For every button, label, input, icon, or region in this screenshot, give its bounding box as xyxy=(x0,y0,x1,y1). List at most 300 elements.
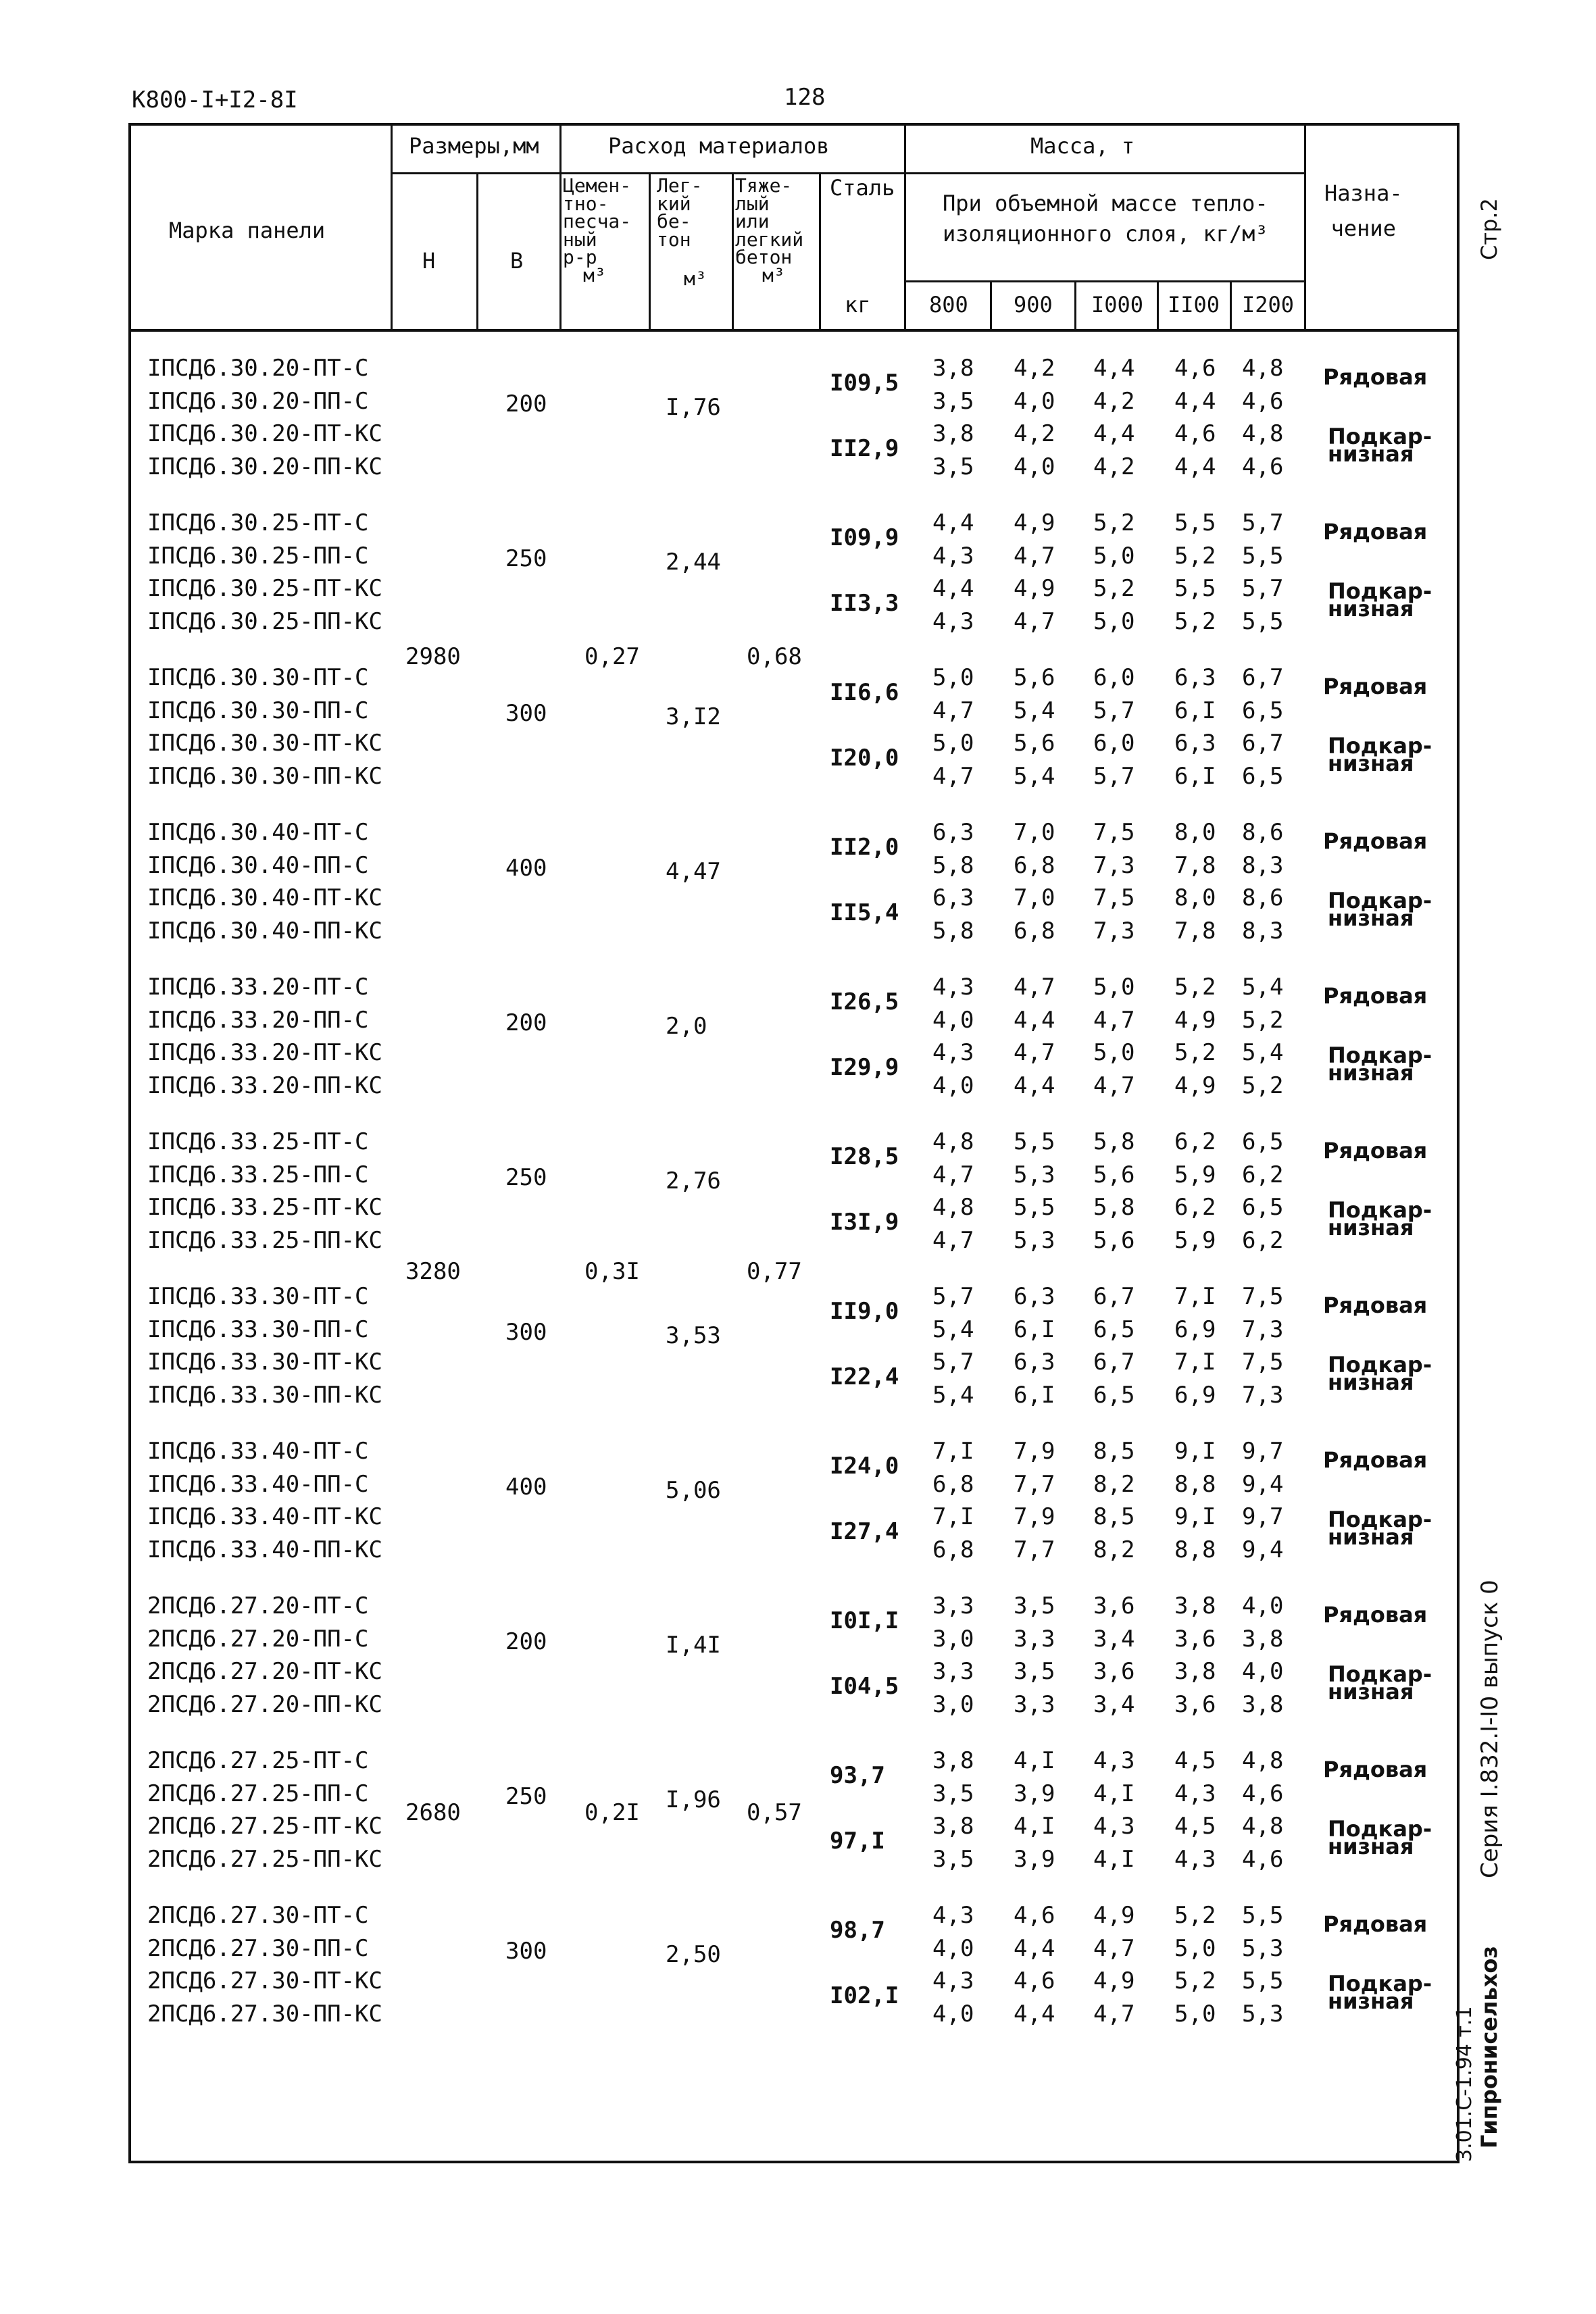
mass-value: 6,2 xyxy=(1174,1128,1216,1155)
panel-mark: IПСД6.30.30-ПТ-КС xyxy=(147,730,382,757)
mass-value: 4,0 xyxy=(1242,1592,1284,1619)
mass-value: 3,5 xyxy=(1014,1592,1055,1619)
mass-value: 5,2 xyxy=(1174,974,1216,1001)
panel-mark: 2ПСД6.27.25-ПТ-КС xyxy=(147,1813,382,1840)
light-concrete-value: I,76 xyxy=(666,394,721,422)
cement-value: 0,27 xyxy=(584,643,640,670)
mass-value: 7,5 xyxy=(1242,1349,1284,1376)
mass-value: 3,6 xyxy=(1174,1690,1216,1718)
purpose-label: низная xyxy=(1328,1524,1414,1551)
mass-value: 7,I xyxy=(1174,1349,1216,1376)
panel-mark: IПСД6.30.40-ПП-КС xyxy=(147,917,382,945)
header-massa: Масса, т xyxy=(1030,133,1135,159)
mass-value: 4,I xyxy=(1093,1845,1135,1873)
mass-value: 4,9 xyxy=(1014,575,1055,602)
mass-value: 4,4 xyxy=(1093,355,1135,382)
mass-value: 5,5 xyxy=(1242,542,1284,570)
panel-mark: IПСД6.30.30-ПП-КС xyxy=(147,762,382,790)
mass-value: 3,8 xyxy=(1242,1690,1284,1718)
mass-value: 5,0 xyxy=(1093,974,1135,1001)
mass-value: 4,4 xyxy=(932,509,974,536)
mass-value: 4,7 xyxy=(1014,607,1055,635)
mass-value: 8,8 xyxy=(1174,1470,1216,1498)
purpose-label: Рядовая xyxy=(1323,674,1428,700)
mass-value: 4,3 xyxy=(932,1967,974,1994)
mass-value: 5,3 xyxy=(1014,1226,1055,1254)
purpose-label: Рядовая xyxy=(1323,1447,1428,1474)
mass-value: 5,7 xyxy=(932,1349,974,1376)
steel-value: II6,6 xyxy=(830,678,899,706)
mass-value: 5,9 xyxy=(1174,1226,1216,1254)
mass-value: 5,7 xyxy=(1093,697,1135,724)
mass-value: 7,0 xyxy=(1014,884,1055,911)
mass-value: 6,8 xyxy=(932,1536,974,1563)
mass-value: 7,9 xyxy=(1014,1503,1055,1530)
mass-value: 4,4 xyxy=(1174,387,1216,415)
mass-value: 3,9 xyxy=(1014,1780,1055,1807)
header-m1100: II00 xyxy=(1168,292,1220,318)
header-m800: 800 xyxy=(929,292,968,318)
mass-value: 3,3 xyxy=(1014,1690,1055,1718)
purpose-label: Подкар- xyxy=(1328,1506,1432,1532)
purpose-label: низная xyxy=(1328,596,1414,622)
mass-value: 5,4 xyxy=(1242,1039,1284,1066)
light-concrete-value: 2,0 xyxy=(666,1013,707,1040)
purpose-label: Подкар- xyxy=(1328,578,1432,604)
purpose-label: низная xyxy=(1328,1679,1414,1705)
purpose-label: Подкар- xyxy=(1328,1661,1432,1687)
purpose-label: низная xyxy=(1328,1369,1414,1396)
size-H: 2980 xyxy=(405,643,461,670)
mass-value: 5,9 xyxy=(1174,1161,1216,1188)
mass-value: 6,5 xyxy=(1242,1194,1284,1221)
steel-value: II2,9 xyxy=(830,434,899,462)
light-concrete-value: I,4I xyxy=(666,1632,721,1659)
mass-value: 5,2 xyxy=(1174,542,1216,570)
mass-value: 3,8 xyxy=(932,355,974,382)
mass-value: 4,7 xyxy=(1093,2000,1135,2028)
col-divider xyxy=(732,172,734,329)
mass-value: 4,9 xyxy=(1093,1967,1135,1994)
mass-value: 4,9 xyxy=(1174,1006,1216,1034)
mass-value: 4,8 xyxy=(1242,1813,1284,1840)
side-series: Серия I.832.I-I0 выпуск 0 xyxy=(1476,1580,1503,1878)
size-B: 200 xyxy=(505,391,547,418)
steel-value: I22,4 xyxy=(830,1363,899,1390)
header-m1200: I200 xyxy=(1242,292,1295,318)
mass-value: 4,8 xyxy=(1242,1747,1284,1774)
mass-value: 9,7 xyxy=(1242,1438,1284,1465)
purpose-label: Рядовая xyxy=(1323,1911,1428,1938)
mass-value: 4,7 xyxy=(932,762,974,790)
header-divider xyxy=(905,280,1304,282)
size-B: 200 xyxy=(505,1628,547,1656)
mass-value: 4,4 xyxy=(1014,1072,1055,1099)
mass-value: 5,3 xyxy=(1242,2000,1284,2028)
purpose-label: Рядовая xyxy=(1323,1292,1428,1319)
mass-value: 5,4 xyxy=(932,1315,974,1343)
panel-mark: 2ПСД6.27.20-ПТ-С xyxy=(147,1592,369,1619)
header-divider xyxy=(392,172,1304,174)
mass-value: 4,2 xyxy=(1014,355,1055,382)
mass-value: 4,9 xyxy=(1174,1072,1216,1099)
mass-value: 6,I xyxy=(1014,1381,1055,1409)
light-concrete-value: 3,I2 xyxy=(666,703,721,731)
mass-value: 4,7 xyxy=(932,1226,974,1254)
col-divider xyxy=(649,172,651,329)
mass-value: 5,5 xyxy=(1174,575,1216,602)
mass-value: 5,4 xyxy=(1014,762,1055,790)
panel-mark: IПСД6.33.25-ПП-С xyxy=(147,1161,369,1188)
header-rashod: Расход материалов xyxy=(608,133,830,159)
panel-mark: IПСД6.30.40-ПП-С xyxy=(147,851,369,879)
panel-mark: IПСД6.30.20-ПП-КС xyxy=(147,453,382,480)
mass-value: 7,0 xyxy=(1014,819,1055,846)
mass-value: 6,3 xyxy=(1174,730,1216,757)
mass-value: 4,6 xyxy=(1242,1845,1284,1873)
mass-value: 4,2 xyxy=(1093,453,1135,480)
panel-mark: 2ПСД6.27.30-ПП-КС xyxy=(147,2000,382,2028)
panel-mark: IПСД6.33.30-ПТ-КС xyxy=(147,1349,382,1376)
size-H: 2680 xyxy=(405,1799,461,1826)
mass-value: 4,5 xyxy=(1174,1813,1216,1840)
mass-value: 6,8 xyxy=(1014,851,1055,879)
steel-value: I27,4 xyxy=(830,1517,899,1545)
mass-value: 4,8 xyxy=(1242,355,1284,382)
mass-value: 5,2 xyxy=(1242,1072,1284,1099)
panel-mark: IПСД6.30.20-ПТ-С xyxy=(147,355,369,382)
header-massa-sub1: При объемной массе тепло- xyxy=(943,191,1268,216)
panel-mark: IПСД6.33.25-ПТ-С xyxy=(147,1128,369,1155)
purpose-label: низная xyxy=(1328,441,1414,468)
mass-value: 4,3 xyxy=(932,1039,974,1066)
mass-value: 4,7 xyxy=(1014,974,1055,1001)
doc-code: К800-I+I2-8I xyxy=(132,86,298,114)
mass-value: 4,0 xyxy=(932,2000,974,2028)
panel-mark: IПСД6.33.20-ПТ-С xyxy=(147,974,369,1001)
light-concrete-value: 3,53 xyxy=(666,1322,721,1350)
panel-mark: IПСД6.30.20-ПП-С xyxy=(147,387,369,415)
mass-value: 6,5 xyxy=(1093,1315,1135,1343)
mass-value: 5,8 xyxy=(1093,1128,1135,1155)
panel-mark: IПСД6.33.40-ПТ-С xyxy=(147,1438,369,1465)
purpose-label: Рядовая xyxy=(1323,1602,1428,1628)
panel-mark: IПСД6.33.20-ПП-КС xyxy=(147,1072,382,1099)
header-m1000: I000 xyxy=(1091,292,1144,318)
mass-value: 8,5 xyxy=(1093,1438,1135,1465)
col-divider xyxy=(990,280,992,329)
panel-mark: 2ПСД6.27.25-ПТ-С xyxy=(147,1747,369,1774)
mass-value: 6,I xyxy=(1174,697,1216,724)
mass-value: 5,0 xyxy=(1174,2000,1216,2028)
light-concrete-value: I,96 xyxy=(666,1786,721,1814)
mass-value: 6,8 xyxy=(932,1470,974,1498)
mass-value: 4,7 xyxy=(1093,1006,1135,1034)
panel-mark: IПСД6.33.25-ПТ-КС xyxy=(147,1194,382,1221)
mass-value: 5,6 xyxy=(1093,1226,1135,1254)
col-divider xyxy=(1074,280,1076,329)
purpose-label: низная xyxy=(1328,1060,1414,1086)
header-heavy-concrete: Тяже- лый или легкий бетон м³ xyxy=(735,174,804,286)
mass-value: 9,7 xyxy=(1242,1503,1284,1530)
mass-value: 9,4 xyxy=(1242,1536,1284,1563)
light-concrete-value: 5,06 xyxy=(666,1477,721,1505)
purpose-label: низная xyxy=(1328,905,1414,932)
steel-value: I02,I xyxy=(830,1982,899,2009)
mass-value: 6,8 xyxy=(1014,917,1055,945)
mass-value: 6,5 xyxy=(1242,762,1284,790)
mass-value: 4,0 xyxy=(1014,387,1055,415)
col-divider xyxy=(391,123,393,329)
mass-value: 7,3 xyxy=(1242,1315,1284,1343)
mass-value: 3,5 xyxy=(932,453,974,480)
panel-mark: IПСД6.30.40-ПТ-С xyxy=(147,819,369,846)
mass-value: 3,3 xyxy=(932,1592,974,1619)
purpose-label: низная xyxy=(1328,751,1414,777)
size-B: 400 xyxy=(505,1474,547,1501)
side-org: Гипронисельхоз xyxy=(1476,1946,1502,2148)
steel-value: 98,7 xyxy=(830,1916,885,1944)
mass-value: 4,7 xyxy=(1093,1934,1135,1962)
panel-mark: IПСД6.33.40-ПТ-КС xyxy=(147,1503,382,1530)
mass-value: 7,8 xyxy=(1174,917,1216,945)
mass-value: 5,2 xyxy=(1174,607,1216,635)
mass-value: 4,7 xyxy=(932,697,974,724)
mass-value: 4,4 xyxy=(1174,453,1216,480)
size-B: 250 xyxy=(505,1164,547,1192)
panel-mark: IПСД6.33.20-ПТ-КС xyxy=(147,1039,382,1066)
header-stal-unit: кг xyxy=(845,292,871,318)
mass-value: 4,2 xyxy=(1014,420,1055,447)
mass-value: 4,6 xyxy=(1174,355,1216,382)
mass-value: 5,6 xyxy=(1014,730,1055,757)
mass-value: 5,0 xyxy=(1093,542,1135,570)
mass-value: 6,3 xyxy=(932,819,974,846)
mass-value: 4,9 xyxy=(1093,1902,1135,1929)
steel-value: I24,0 xyxy=(830,1452,899,1480)
purpose-label: Подкар- xyxy=(1328,1351,1432,1378)
mass-value: 5,2 xyxy=(1174,1902,1216,1929)
mass-value: 8,6 xyxy=(1242,884,1284,911)
mass-value: 6,7 xyxy=(1093,1349,1135,1376)
mass-value: 5,5 xyxy=(1014,1194,1055,1221)
purpose-label: Рядовая xyxy=(1323,1757,1428,1783)
mass-value: 4,3 xyxy=(932,542,974,570)
purpose-label: Подкар- xyxy=(1328,1197,1432,1223)
mass-value: 4,4 xyxy=(932,575,974,602)
mass-value: 3,5 xyxy=(932,1780,974,1807)
panel-mark: IПСД6.33.40-ПП-С xyxy=(147,1470,369,1498)
mass-value: 6,3 xyxy=(1014,1283,1055,1310)
panel-mark: IПСД6.33.30-ПТ-С xyxy=(147,1283,369,1310)
mass-value: 4,6 xyxy=(1242,387,1284,415)
mass-value: 6,0 xyxy=(1093,730,1135,757)
header-massa-sub2: изоляционного слоя, кг/м³ xyxy=(943,221,1268,247)
steel-value: 93,7 xyxy=(830,1761,885,1789)
panel-mark: 2ПСД6.27.20-ПТ-КС xyxy=(147,1658,382,1685)
mass-value: 5,5 xyxy=(1242,607,1284,635)
mass-value: 4,5 xyxy=(1174,1747,1216,1774)
purpose-label: Рядовая xyxy=(1323,1138,1428,1164)
mass-value: 6,7 xyxy=(1242,664,1284,691)
mass-value: 4,4 xyxy=(1014,1006,1055,1034)
mass-value: 4,3 xyxy=(1174,1780,1216,1807)
side-page-label: Стр.2 xyxy=(1476,198,1502,260)
cement-value: 0,3I xyxy=(584,1257,640,1285)
mass-value: 5,5 xyxy=(1242,1902,1284,1929)
purpose-label: низная xyxy=(1328,1834,1414,1860)
mass-value: 4,7 xyxy=(1014,1039,1055,1066)
mass-value: 6,9 xyxy=(1174,1315,1216,1343)
mass-value: 5,4 xyxy=(1242,974,1284,1001)
mass-value: 4,4 xyxy=(1014,2000,1055,2028)
mass-value: 6,7 xyxy=(1242,730,1284,757)
steel-value: I0I,I xyxy=(830,1607,899,1634)
mass-value: 4,7 xyxy=(1093,1072,1135,1099)
mass-value: 5,0 xyxy=(932,730,974,757)
mass-value: 8,5 xyxy=(1093,1503,1135,1530)
mass-value: 5,8 xyxy=(932,917,974,945)
header-naznach: Назна- чение xyxy=(1324,180,1403,241)
header-cement: Цемен- тно- песча- ный р-р м³ xyxy=(563,174,632,286)
mass-value: 7,9 xyxy=(1014,1438,1055,1465)
size-B: 200 xyxy=(505,1009,547,1037)
page-number: 128 xyxy=(784,84,826,111)
mass-value: 7,5 xyxy=(1093,884,1135,911)
mass-value: 4,9 xyxy=(1014,509,1055,536)
mass-value: 4,7 xyxy=(932,1161,974,1188)
mass-value: 6,2 xyxy=(1174,1194,1216,1221)
mass-value: 6,9 xyxy=(1174,1381,1216,1409)
mass-value: 6,3 xyxy=(1014,1349,1055,1376)
panel-mark: IПСД6.30.30-ПП-С xyxy=(147,697,369,724)
mass-value: 4,8 xyxy=(1242,420,1284,447)
mass-value: 5,7 xyxy=(1242,575,1284,602)
mass-value: 8,2 xyxy=(1093,1470,1135,1498)
col-divider xyxy=(819,172,821,329)
steel-value: I29,9 xyxy=(830,1053,899,1081)
mass-value: 7,I xyxy=(932,1438,974,1465)
mass-value: 5,3 xyxy=(1014,1161,1055,1188)
col-divider xyxy=(1157,280,1159,329)
mass-value: 4,3 xyxy=(1093,1747,1135,1774)
purpose-label: Подкар- xyxy=(1328,1042,1432,1068)
mass-value: 4,6 xyxy=(1014,1902,1055,1929)
mass-value: 4,I xyxy=(1093,1780,1135,1807)
purpose-label: Рядовая xyxy=(1323,364,1428,391)
mass-value: 8,0 xyxy=(1174,884,1216,911)
steel-value: I09,9 xyxy=(830,524,899,551)
steel-value: I04,5 xyxy=(830,1672,899,1700)
mass-value: 4,8 xyxy=(932,1194,974,1221)
steel-value: I20,0 xyxy=(830,744,899,772)
steel-value: I28,5 xyxy=(830,1142,899,1170)
mass-value: 5,5 xyxy=(1014,1128,1055,1155)
mass-value: 4,2 xyxy=(1093,387,1135,415)
size-B: 400 xyxy=(505,855,547,882)
mass-value: 5,6 xyxy=(1093,1161,1135,1188)
mass-value: 6,5 xyxy=(1093,1381,1135,1409)
size-B: 300 xyxy=(505,1319,547,1347)
mass-value: 4,3 xyxy=(932,1902,974,1929)
size-B: 300 xyxy=(505,1938,547,1965)
mass-value: 6,I xyxy=(1174,762,1216,790)
steel-value: I26,5 xyxy=(830,988,899,1015)
purpose-label: Подкар- xyxy=(1328,732,1432,759)
panel-mark: IПСД6.33.30-ПП-С xyxy=(147,1315,369,1343)
panel-mark: IПСД6.30.20-ПТ-КС xyxy=(147,420,382,447)
mass-value: 6,2 xyxy=(1242,1226,1284,1254)
mass-value: 4,6 xyxy=(1242,453,1284,480)
mass-value: 5,7 xyxy=(1242,509,1284,536)
mass-value: 7,3 xyxy=(1093,851,1135,879)
mass-value: 4,0 xyxy=(1242,1658,1284,1685)
mass-value: 3,6 xyxy=(1093,1592,1135,1619)
mass-value: 5,0 xyxy=(1093,1039,1135,1066)
mass-value: 4,4 xyxy=(1014,1934,1055,1962)
panel-mark: IПСД6.30.25-ПП-С xyxy=(147,542,369,570)
mass-value: 5,6 xyxy=(1014,664,1055,691)
panel-mark: IПСД6.33.30-ПП-КС xyxy=(147,1381,382,1409)
mass-value: 3,8 xyxy=(1174,1592,1216,1619)
panel-mark: IПСД6.30.30-ПТ-С xyxy=(147,664,369,691)
mass-value: 5,2 xyxy=(1093,509,1135,536)
mass-value: 5,0 xyxy=(1174,1934,1216,1962)
mass-value: 4,4 xyxy=(1093,420,1135,447)
purpose-label: Подкар- xyxy=(1328,423,1432,449)
mass-value: 7,7 xyxy=(1014,1470,1055,1498)
side-code: 3.01.С-1.94 т.1 xyxy=(1453,2006,1476,2162)
mass-value: 4,0 xyxy=(932,1072,974,1099)
size-B: 250 xyxy=(505,1783,547,1811)
mass-value: 3,5 xyxy=(932,387,974,415)
col-divider xyxy=(1304,123,1306,329)
panel-mark: 2ПСД6.27.20-ПП-С xyxy=(147,1625,369,1653)
header-m900: 900 xyxy=(1014,292,1053,318)
mass-value: 4,7 xyxy=(1014,542,1055,570)
heavy-concrete-value: 0,57 xyxy=(747,1799,802,1826)
mass-value: 5,2 xyxy=(1174,1039,1216,1066)
light-concrete-value: 2,50 xyxy=(666,1941,721,1969)
mass-value: 5,7 xyxy=(1093,762,1135,790)
header-marka: Марка панели xyxy=(169,218,326,243)
mass-value: 5,2 xyxy=(1174,1967,1216,1994)
heavy-concrete-value: 0,77 xyxy=(747,1257,802,1285)
mass-value: 3,3 xyxy=(1014,1625,1055,1653)
mass-value: 4,I xyxy=(1014,1747,1055,1774)
mass-value: 5,4 xyxy=(1014,697,1055,724)
mass-value: 5,2 xyxy=(1093,575,1135,602)
mass-value: 3,5 xyxy=(1014,1658,1055,1685)
size-B: 250 xyxy=(505,545,547,573)
light-concrete-value: 2,44 xyxy=(666,549,721,576)
header-light-concrete: Лег- кий бе- тон м³ xyxy=(657,174,707,291)
header-bottom xyxy=(128,329,1460,332)
mass-value: 3,6 xyxy=(1174,1625,1216,1653)
steel-value: II3,3 xyxy=(830,589,899,617)
mass-value: 6,3 xyxy=(1174,664,1216,691)
mass-value: 8,0 xyxy=(1174,819,1216,846)
mass-value: 5,5 xyxy=(1242,1967,1284,1994)
mass-value: 4,3 xyxy=(932,607,974,635)
mass-value: 5,0 xyxy=(932,664,974,691)
steel-value: II2,0 xyxy=(830,833,899,861)
mass-value: 4,6 xyxy=(1242,1780,1284,1807)
header-H: Н xyxy=(422,248,436,274)
mass-value: 7,7 xyxy=(1014,1536,1055,1563)
mass-value: 7,I xyxy=(1174,1283,1216,1310)
purpose-label: Подкар- xyxy=(1328,1970,1432,1996)
